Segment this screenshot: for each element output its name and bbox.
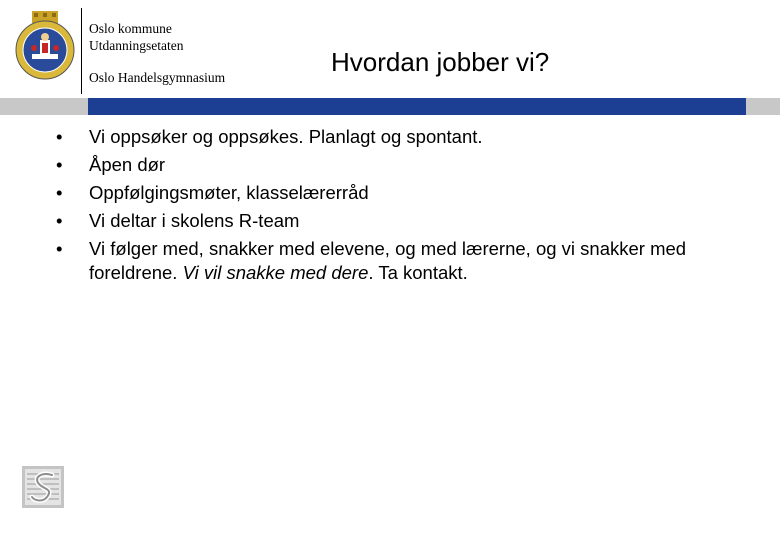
bullet-text-end: . Ta kontakt. — [368, 262, 468, 283]
bullet-item: • Vi oppsøker og oppsøkes. Planlagt og spontant. — [56, 125, 736, 149]
department-name: Utdanningsetaten — [89, 38, 184, 53]
bullet-item — [56, 237, 736, 285]
school-logo-icon — [22, 466, 64, 508]
bullet-item: • Vi deltar i skolens R-team — [56, 209, 736, 233]
slide-title: Hvordan jobber vi? — [331, 47, 550, 77]
header-divider — [81, 8, 82, 94]
bullet-list — [56, 125, 736, 289]
header-accent-bar — [88, 98, 746, 115]
oslo-coat-of-arms-icon — [14, 10, 76, 82]
bullet-item: • Åpen dør — [56, 153, 736, 177]
org-name: Oslo kommune — [89, 21, 172, 36]
bullet-item: • Oppfølgingsmøter, klasselærerråd — [56, 181, 736, 205]
bullet-emphasis: Vi vil snakke med dere — [182, 262, 369, 283]
bullet-text: Vi følger med, snakker med elevene, og med lærerne, og vi snakker med foreldrene. — [89, 238, 687, 283]
school-name: Oslo Handelsgymnasium — [89, 70, 226, 85]
